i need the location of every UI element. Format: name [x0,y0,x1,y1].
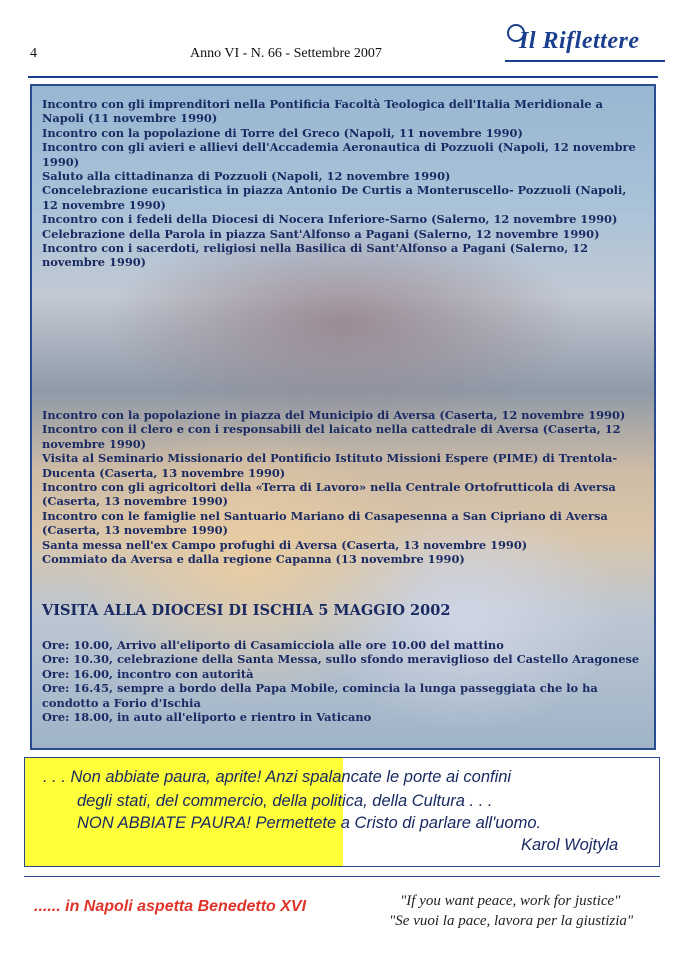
footer-headline: ...... in Napoli aspetta Benedetto XVI [34,898,307,915]
background-photo-panel [30,84,656,750]
logo-text: Il Riflettere [519,28,640,54]
footer-divider [24,876,660,877]
list-item: Concelebrazione eucaristica in piazza Antonio De Curtis a Monteruscello- Pozzuoli (Napoli, 12 novembre 1990) [42,183,627,212]
footer-motto-italian: "Se vuoi la pace, lavora per la giustizia" [389,913,634,929]
quote-line-3: NON ABBIATE PAURA! Permettete a Cristo di parlare all'uomo. [77,814,542,832]
list-item: Ore: 16.00, incontro con autorità [42,666,254,681]
quote-box [24,757,660,867]
list-item: Santa messa nell'ex Campo profughi di Aversa (Caserta, 13 novembre 1990) [42,537,528,552]
list-item: Incontro con i fedeli della Diocesi di Nocera Inferiore-Sarno (Salerno, 12 novembre 1990) [42,212,618,227]
list-item: Commiato da Aversa e dalla regione Capanna (13 novembre 1990) [42,552,465,567]
list-item: Ore: 18.00, in auto all'eliporto e rientro in Vaticano [42,710,372,725]
list-item: Incontro con gli avieri e allievi dell'Accademia Aeronautica di Pozzuoli (Napoli, 12 novembre 1990) [42,140,636,169]
list-item: Visita al Seminario Missionario del Pontificio Istituto Missioni Espere (PIME) di Trentola-Ducenta (Caserta, 13 novembre 1990) [42,451,618,480]
list-item: Incontro con il clero e con i responsabili del laicato nella cattedrale di Aversa (Caserta, 12 novembre 1990) [42,422,621,451]
list-item: Ore: 10.30, celebrazione della Santa Messa, sullo sfondo meraviglioso del Castello Aragonese [42,652,640,667]
list-item: Incontro con le famiglie nel Santuario Mariano di Casapesenna a San Cipriano di Aversa (Caserta, 13 novembre 1990) [42,508,608,538]
list-item: Ore: 10.00, Arrivo all'eliporto di Casamicciola alle ore 10.00 del mattino [42,638,504,652]
logo-underline [505,60,665,62]
visit-title: VISITA ALLA DIOCESI DI ISCHIA 5 MAGGIO 2002 [42,602,451,619]
list-item: Incontro con i sacerdoti, religiosi nella Basilica di Sant'Alfonso a Pagani (Salerno, 12 novembre 1990) [42,241,589,270]
events-list-part2 [42,408,642,566]
list-item: Incontro con gli imprenditori nella Pontificia Facoltà Teologica dell'Italia Meridionale a Napoli (11 novembre 1990) [42,97,603,126]
page-number: 4 [30,46,37,61]
quote-line-1: . . . Non abbiate paura, aprite! Anzi spalancate le porte ai confini [43,768,512,786]
visit-schedule [42,638,642,724]
quote-line-2: degli stati, del commercio, della politica, della Cultura . . . [77,792,493,810]
list-item: Celebrazione della Parola in piazza Sant'Alfonso a Pagani (Salerno, 12 novembre 1990) [42,226,600,241]
header-divider [28,76,658,78]
issue-info: Anno VI - N. 66 - Settembre 2007 [190,46,382,61]
list-item: Incontro con la popolazione in piazza del Municipio di Aversa (Caserta, 12 novembre 1990) [42,408,626,422]
footer-motto-english: "If you want peace, work for justice" [400,893,621,909]
list-item: Incontro con gli agricoltori della «Terra di Lavoro» nella Centrale Ortofrutticola di Aversa (Caserta, 13 novembre 1990) [42,480,616,509]
list-item: Saluto alla cittadinanza di Pozzuoli (Napoli, 12 novembre 1990) [42,169,451,184]
events-list-part1 [42,97,642,270]
masthead-logo [505,22,665,64]
quote-author: Karol Wojtyla [521,836,619,854]
list-item: Incontro con la popolazione di Torre del Greco (Napoli, 11 novembre 1990) [42,125,523,140]
list-item: Ore: 16.45, sempre a bordo della Papa Mobile, comincia la lunga passeggiata che lo ha condotto a Forio d'Ischia [42,681,598,710]
